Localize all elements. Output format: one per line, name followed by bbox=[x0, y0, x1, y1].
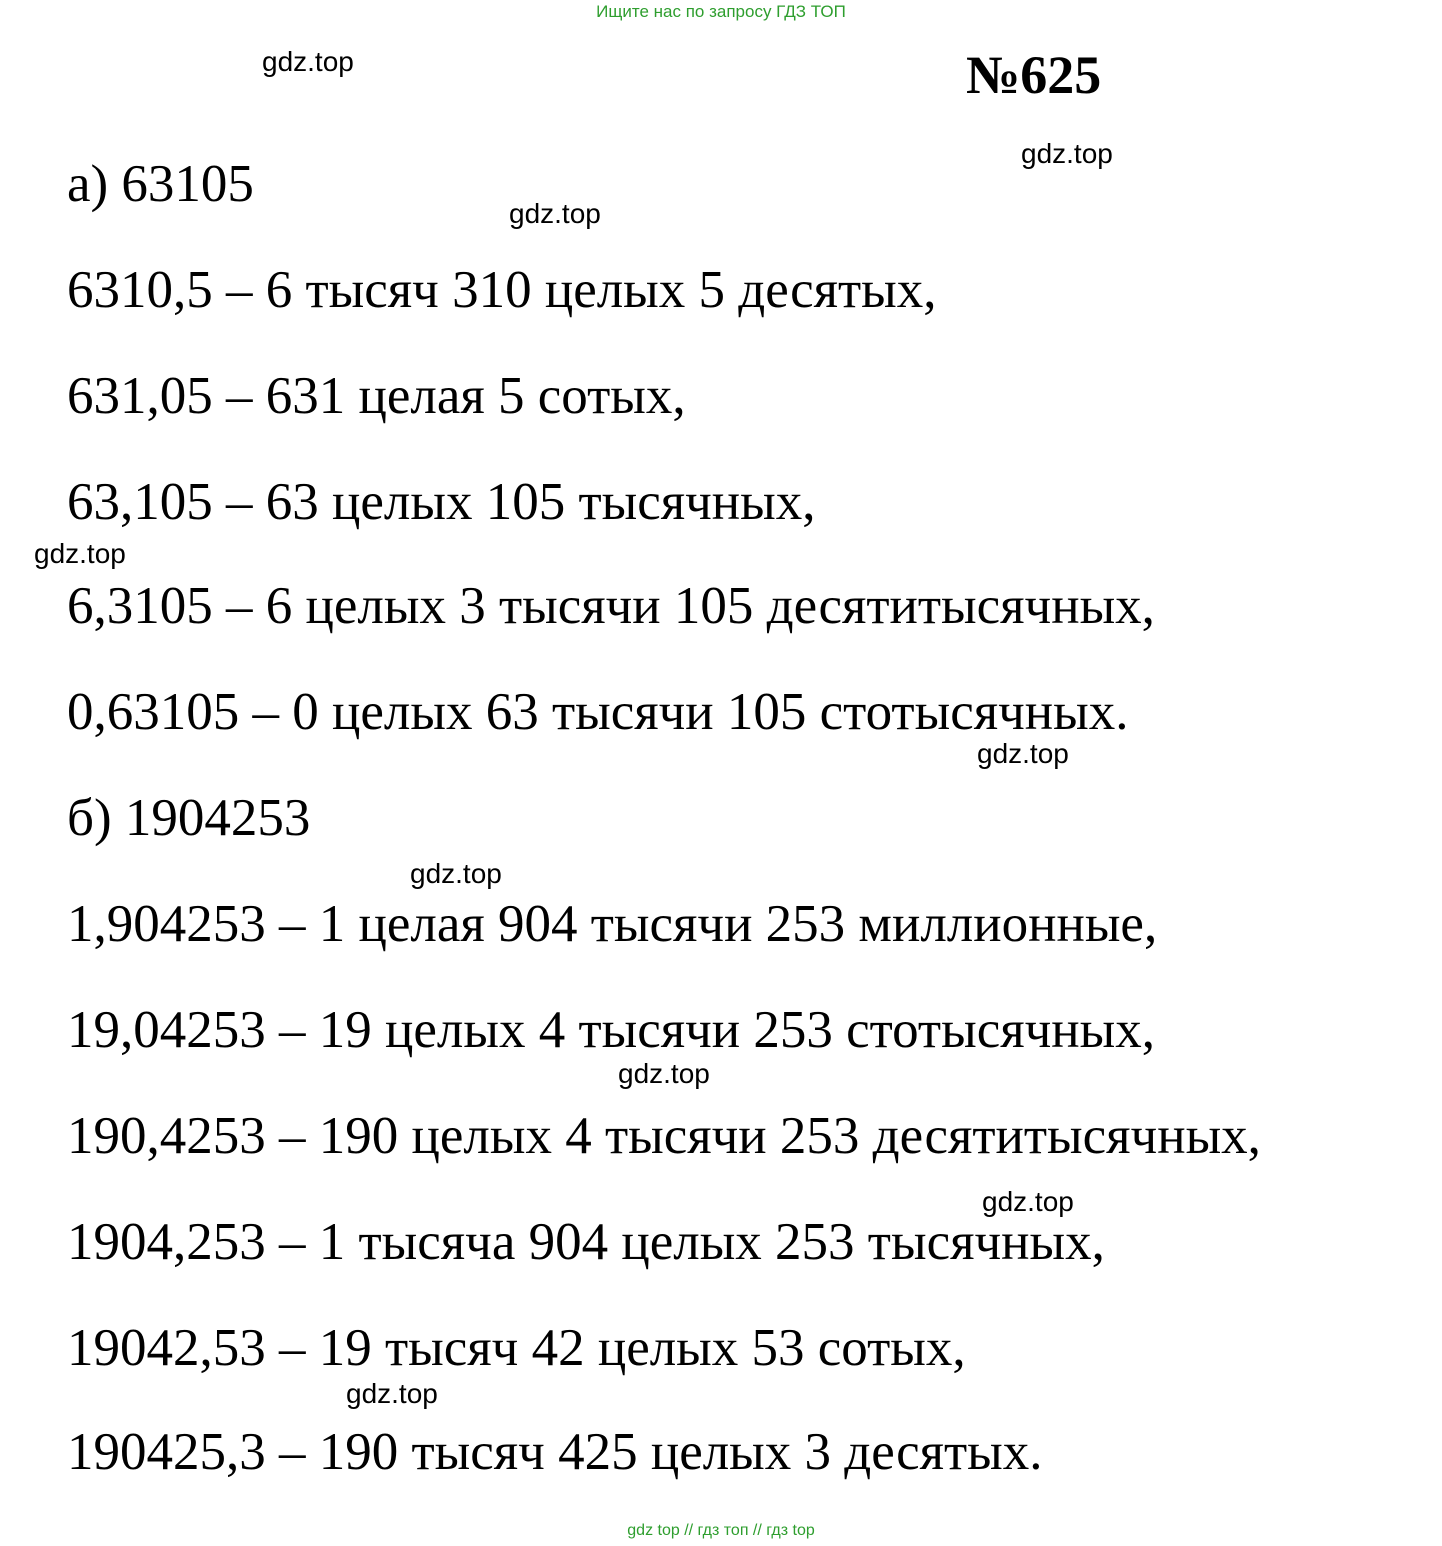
top-banner[interactable]: Ищите нас по запросу ГДЗ ТОП bbox=[596, 2, 846, 21]
answer-line: 19,04253 – 19 целых 4 тысячи 253 стотысячных, bbox=[67, 1001, 1155, 1059]
part-b-heading: б) 1904253 bbox=[67, 789, 311, 847]
answer-line: 190,4253 – 190 целых 4 тысячи 253 десятитысячных, bbox=[67, 1107, 1261, 1165]
answer-line: 19042,53 – 19 тысяч 42 целых 53 сотых, bbox=[67, 1319, 966, 1377]
watermark: gdz.top bbox=[346, 1378, 438, 1409]
answer-line: 6,3105 – 6 целых 3 тысячи 105 десятитысячных, bbox=[67, 577, 1155, 635]
part-a-heading: а) 63105 bbox=[67, 155, 254, 213]
watermark: gdz.top bbox=[977, 738, 1069, 769]
watermark: gdz.top bbox=[509, 198, 601, 229]
watermark: gdz.top bbox=[618, 1058, 710, 1089]
answer-line: 1904,253 – 1 тысяча 904 целых 253 тысячных, bbox=[67, 1213, 1105, 1271]
answer-line: 0,63105 – 0 целых 63 тысячи 105 стотысячных. bbox=[67, 683, 1129, 741]
answer-line: 1,904253 – 1 целая 904 тысячи 253 миллионные, bbox=[67, 895, 1158, 953]
answer-line: 6310,5 – 6 тысяч 310 целых 5 десятых, bbox=[67, 261, 937, 319]
answer-line: 63,105 – 63 целых 105 тысячных, bbox=[67, 473, 816, 531]
answer-line: 190425,3 – 190 тысяч 425 целых 3 десятых. bbox=[67, 1423, 1043, 1481]
footer-links[interactable]: gdz top // гдз топ // гдз top bbox=[627, 1522, 815, 1539]
watermark: gdz.top bbox=[410, 858, 502, 889]
watermark: gdz.top bbox=[982, 1186, 1074, 1217]
watermark: gdz.top bbox=[34, 538, 126, 569]
watermark: gdz.top bbox=[262, 46, 354, 77]
watermark: gdz.top bbox=[1021, 138, 1113, 169]
answer-line: 631,05 – 631 целая 5 сотых, bbox=[67, 367, 686, 425]
problem-number: №625 bbox=[966, 45, 1102, 105]
